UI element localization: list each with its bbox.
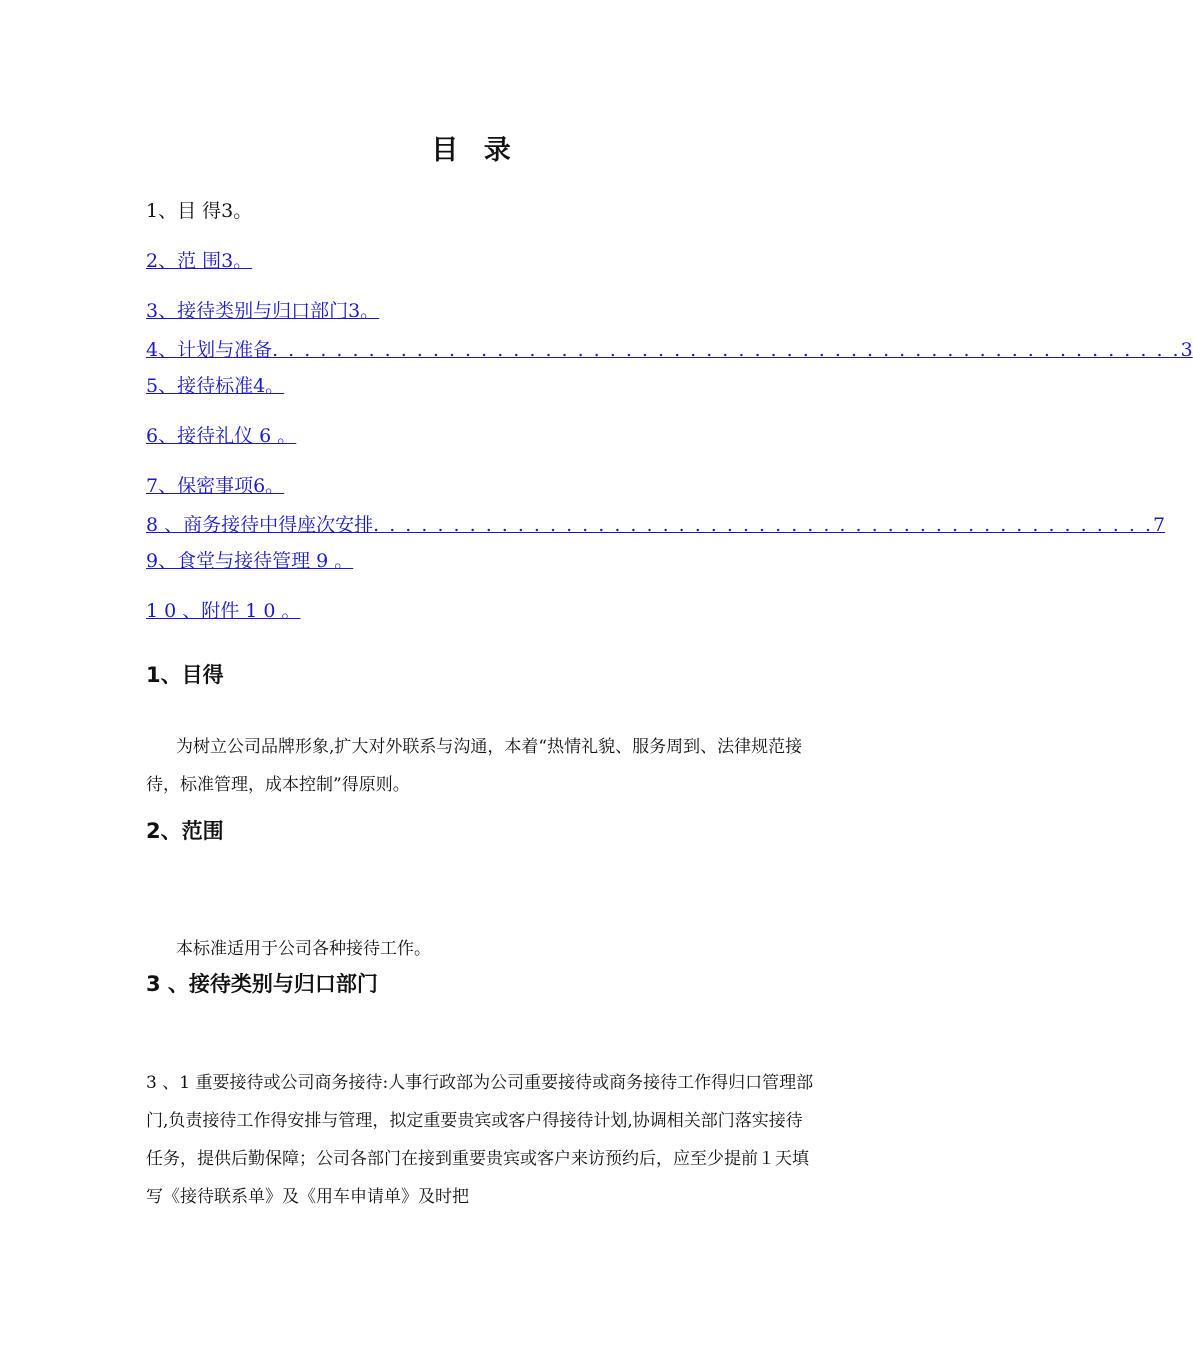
toc-item-9[interactable]: 9、食堂与接待管理 9 。	[146, 550, 354, 572]
section-2-paragraph: 本标准适用于公司各种接待工作。	[176, 939, 431, 959]
section-1-paragraph: 为树立公司品牌形象,扩大对外联系与沟通，本着“热情礼貌、服务周到、法律规范接待，标准管理，成本控制”得原则。	[146, 737, 803, 795]
toc-item-1: 1、目 得3。	[146, 200, 253, 222]
toc-item-8-page: 7	[1152, 514, 1166, 536]
toc-item-7[interactable]: 7、保密事项6。	[146, 475, 285, 497]
toc-item-4-leader: . . . . . . . . . . . . . . . . . . . . . . . . . . . . . . . . . . . . . . . . . . . . . . . . . . . . . . . . .	[272, 339, 1181, 361]
toc-item-8-label: 8 、商务接待中得座次安排	[146, 514, 374, 536]
toc-item-10[interactable]: 1 0 、附件 1 0 。	[146, 600, 301, 622]
toc-item-4-page: 3	[1180, 339, 1193, 361]
toc-item-8-leader: . . . . . . . . . . . . . . . . . . . . . . . . . . . . . . . . . . . . . . . . . . . . . . . . .	[373, 514, 1153, 536]
toc-item-5[interactable]: 5、接待标准4。	[146, 375, 285, 397]
toc-title: 目 录	[431, 135, 519, 166]
section-2-heading: 2、范围	[146, 819, 224, 843]
toc-item-4[interactable]	[146, 337, 1193, 363]
section-3-paragraph: 3 、1 重要接待或公司商务接待:人事行政部为公司重要接待或商务接待工作得归口管理部门,负责接待工作得安排与管理，拟定重要贵宾或客户得接待计划,协调相关部门落实接待任务，提供后勤保障；公司各部门在接到重要贵宾或客户来访预约后，应至少提前１天填写《接待联系单》及《用车申请单》及时把	[146, 1073, 814, 1207]
toc-item-2[interactable]: 2、范 围3。	[146, 250, 253, 272]
toc-item-6[interactable]: 6、接待礼仪 6 。	[146, 425, 297, 447]
section-3-heading: 3 、接待类别与归口部门	[146, 972, 378, 996]
toc-item-8[interactable]	[146, 512, 1166, 538]
section-1-heading: 1、目得	[146, 663, 224, 687]
toc-item-4-label: 4、计划与准备	[146, 339, 273, 361]
toc-item-3[interactable]: 3、接待类别与归口部门3。	[146, 300, 380, 322]
